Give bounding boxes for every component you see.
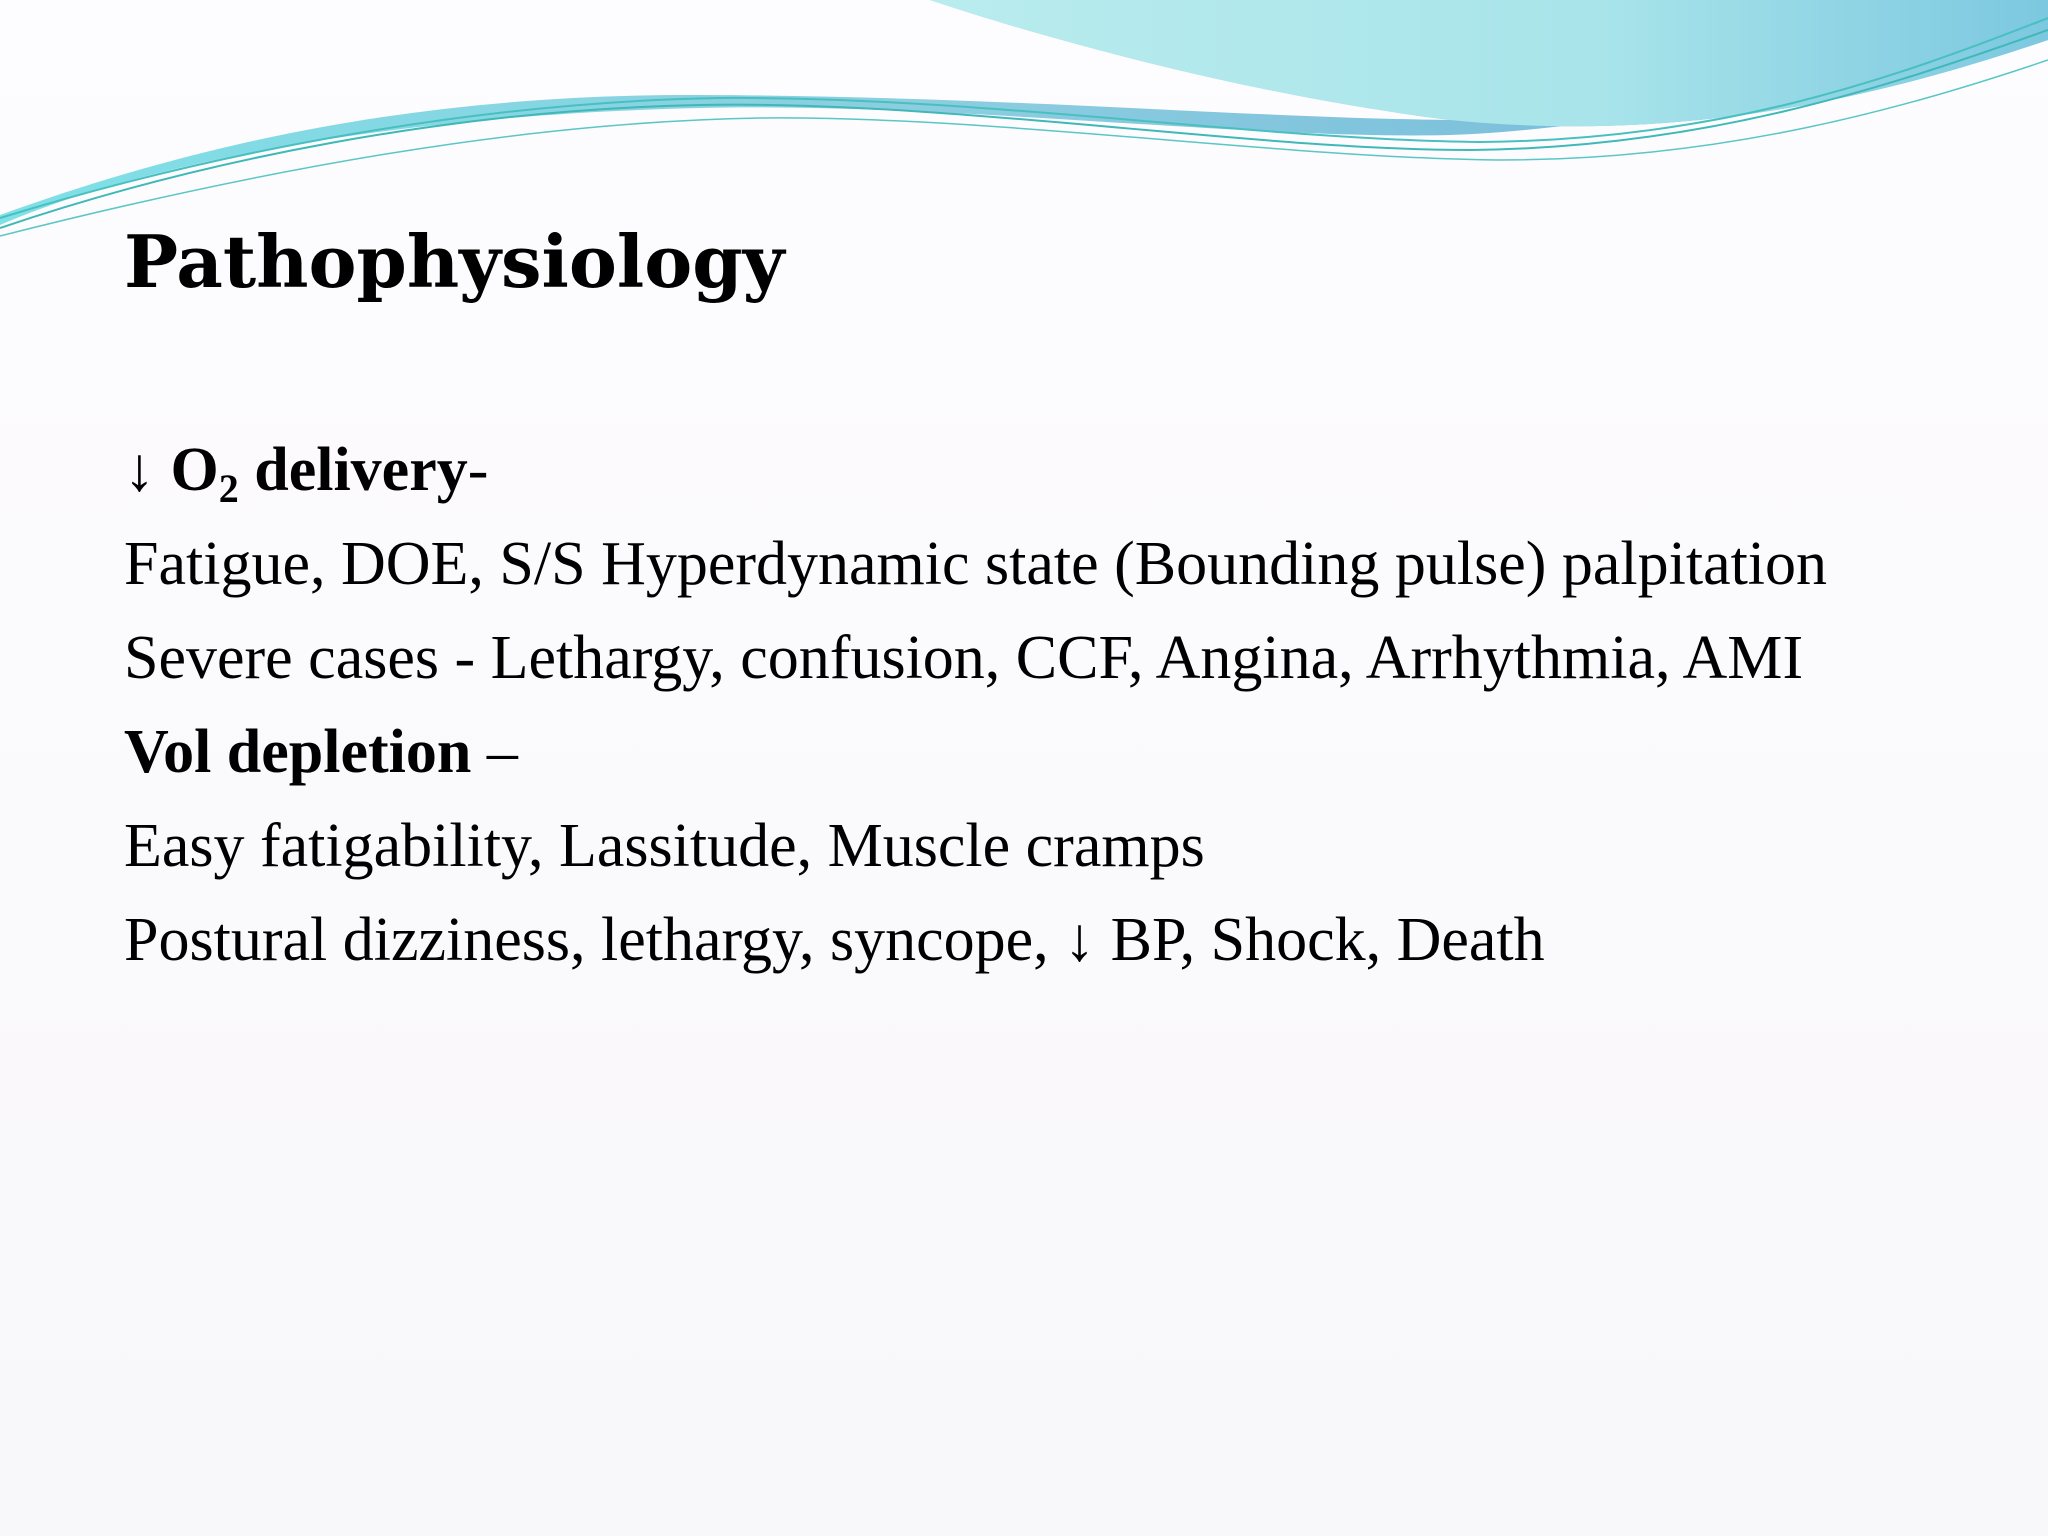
oxygen-symbol: O [170,436,219,504]
vol-symptoms-line: Easy fatigability, Lassitude, Muscle cramps [124,812,1205,880]
o2-delivery-heading [124,430,1944,510]
slide-title: Pathophysiology [124,219,785,304]
postural-symptoms-line: Postural dizziness, lethargy, syncope, ↓ BP, Shock, Death [124,906,1545,974]
header-wave-decoration [0,0,2048,240]
oxygen-subscript: 2 [218,466,239,511]
slide-content [124,210,1944,994]
vol-depletion-heading [124,712,1944,792]
down-arrow: ↓ [124,436,171,504]
delivery-label: delivery [238,436,468,504]
severe-cases-line: Severe cases - Lethargy, confusion, CCF, Angina, Arrhythmia, AMI [124,624,1804,692]
body-text [124,430,1944,980]
vol-depletion-label: Vol depletion [124,718,472,786]
heading-dash: - [467,436,489,504]
o2-symptoms-line: Fatigue, DOE, S/S Hyperdynamic state (Bounding pulse) palpitation [124,530,1828,598]
vol-heading-dash: – [471,718,518,786]
